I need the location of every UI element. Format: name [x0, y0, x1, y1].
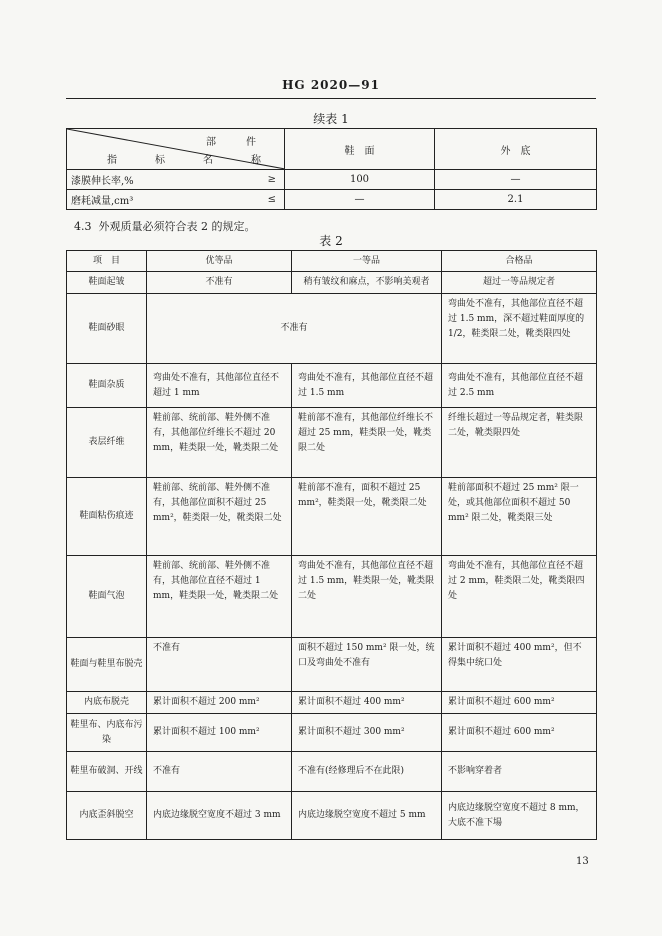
item-label: 鞋里布、内底布污染 — [67, 714, 147, 752]
cell-first: 累计面积不超过 300 mm² — [292, 714, 442, 752]
row-outsole-value: — — [435, 170, 597, 190]
page-number: 13 — [576, 856, 589, 867]
table-row — [67, 692, 597, 714]
item-label: 表层纤维 — [67, 408, 147, 478]
row-upper-value: — — [285, 190, 435, 210]
table1-caption: 续表 1 — [313, 112, 349, 126]
table-row — [67, 792, 597, 840]
item-label: 鞋面与鞋里布脱壳 — [67, 638, 147, 692]
cell-superior: 内底边缘脱空宽度不超过 3 mm — [147, 792, 292, 840]
cell-first: 面积不超过 150 mm² 限一处，统口及弯曲处不准有 — [292, 638, 442, 692]
table2-header-row — [67, 251, 597, 272]
table1-diagonal-header — [67, 129, 285, 170]
item-label: 鞋面粘伤痕迹 — [67, 478, 147, 556]
table2 — [66, 250, 597, 840]
clause-number: 4.3 — [74, 220, 92, 233]
cell-superior: 不准有 — [147, 638, 292, 692]
table1 — [66, 128, 597, 210]
header-item: 项 目 — [67, 251, 147, 272]
cell-superior: 鞋前部、统前部、鞋外侧不准有，其他部位直径不超过 1 mm，鞋类限一处，靴类限二处 — [147, 556, 292, 638]
cell-first: 不准有(经修理后不在此限) — [292, 752, 442, 792]
table-row — [67, 294, 597, 364]
item-label: 内底歪斜脱空 — [67, 792, 147, 840]
table-row — [67, 408, 597, 478]
indicator-label: 指 标 名 称 — [107, 155, 275, 166]
cell-first: 稍有皱纹和麻点，不影响美观者 — [292, 272, 442, 294]
row-name: 漆膜伸长率,% — [71, 176, 134, 187]
row-name: 磨耗减量,cm³ — [71, 196, 134, 207]
cell-superior: 累计面积不超过 200 mm² — [147, 692, 292, 714]
cell-first: 内底边缘脱空宽度不超过 5 mm — [292, 792, 442, 840]
cell-first: 鞋前部不准有，其他部位纤维长不超过 25 mm，鞋类限一处，靴类限二处 — [292, 408, 442, 478]
cell-superior-first: 不准有 — [147, 294, 442, 364]
item-label: 内底布脱壳 — [67, 692, 147, 714]
row-outsole-value: 2.1 — [435, 190, 597, 210]
item-label: 鞋面起皱 — [67, 272, 147, 294]
item-label: 鞋面杂质 — [67, 364, 147, 408]
header-rule — [66, 98, 596, 99]
row-symbol: ≤ — [267, 194, 276, 205]
cell-superior: 鞋前部、统前部、鞋外侧不准有，其他部位纤维长不超过 20 mm，鞋类限一处，靴类限二处 — [147, 408, 292, 478]
cell-first: 鞋前部不准有，面积不超过 25 mm²，鞋类限一处，靴类限二处 — [292, 478, 442, 556]
table-row — [67, 752, 597, 792]
cell-qualified: 鞋前部面积不超过 25 mm² 限一处，或其他部位面积不超过 50 mm² 限二处，靴类限三处 — [442, 478, 597, 556]
table-row — [67, 272, 597, 294]
item-label: 鞋面气泡 — [67, 556, 147, 638]
cell-qualified: 不影响穿着者 — [442, 752, 597, 792]
clause-text: 外观质量必须符合表 2 的规定。 — [98, 220, 256, 233]
table-row — [67, 714, 597, 752]
cell-qualified: 纤维长超过一等品规定者，鞋类限二处，靴类限四处 — [442, 408, 597, 478]
cell-superior: 不准有 — [147, 752, 292, 792]
cell-qualified: 弯曲处不准有，其他部位直径不超过 2 mm，鞋类限二处，靴类限四处 — [442, 556, 597, 638]
table1-row — [67, 170, 597, 190]
table1-header-outsole: 外 底 — [435, 129, 597, 170]
table1-row — [67, 190, 597, 210]
cell-superior: 鞋前部、统前部、鞋外侧不准有，其他部位面积不超过 25 mm²，鞋类限一处，靴类限二处 — [147, 478, 292, 556]
table-row — [67, 364, 597, 408]
row-symbol: ≥ — [267, 174, 276, 185]
cell-first: 弯曲处不准有，其他部位直径不超过 1.5 mm，鞋类限一处，靴类限二处 — [292, 556, 442, 638]
cell-qualified: 累计面积不超过 600 mm² — [442, 714, 597, 752]
header-qualified: 合格品 — [442, 251, 597, 272]
table-row — [67, 638, 597, 692]
cell-superior: 不准有 — [147, 272, 292, 294]
cell-first: 弯曲处不准有，其他部位直径不超过 1.5 mm — [292, 364, 442, 408]
table-row — [67, 556, 597, 638]
header-superior: 优等品 — [147, 251, 292, 272]
cell-first: 累计面积不超过 400 mm² — [292, 692, 442, 714]
item-label: 鞋面砂眼 — [67, 294, 147, 364]
cell-qualified: 累计面积不超过 400 mm²，但不得集中统口处 — [442, 638, 597, 692]
cell-qualified: 超过一等品规定者 — [442, 272, 597, 294]
part-label: 部 件 — [206, 137, 266, 148]
cell-qualified: 弯曲处不准有，其他部位直径不超过 2.5 mm — [442, 364, 597, 408]
cell-qualified: 累计面积不超过 600 mm² — [442, 692, 597, 714]
table-row — [67, 478, 597, 556]
cell-superior: 累计面积不超过 100 mm² — [147, 714, 292, 752]
standard-code-header: HG 2020—91 — [282, 78, 380, 92]
row-upper-value: 100 — [285, 170, 435, 190]
cell-superior: 弯曲处不准有，其他部位直径不超过 1 mm — [147, 364, 292, 408]
header-first: 一等品 — [292, 251, 442, 272]
table1-header-upper: 鞋 面 — [285, 129, 435, 170]
item-label: 鞋里布破洞、开线 — [67, 752, 147, 792]
cell-qualified: 弯曲处不准有，其他部位直径不超过 1.5 mm，深不超过鞋面厚度的 1/2，鞋类限二处，靴类限四处 — [442, 294, 597, 364]
cell-qualified: 内底边缘脱空宽度不超过 8 mm，大底不准下場 — [442, 792, 597, 840]
table2-caption: 表 2 — [319, 234, 343, 248]
